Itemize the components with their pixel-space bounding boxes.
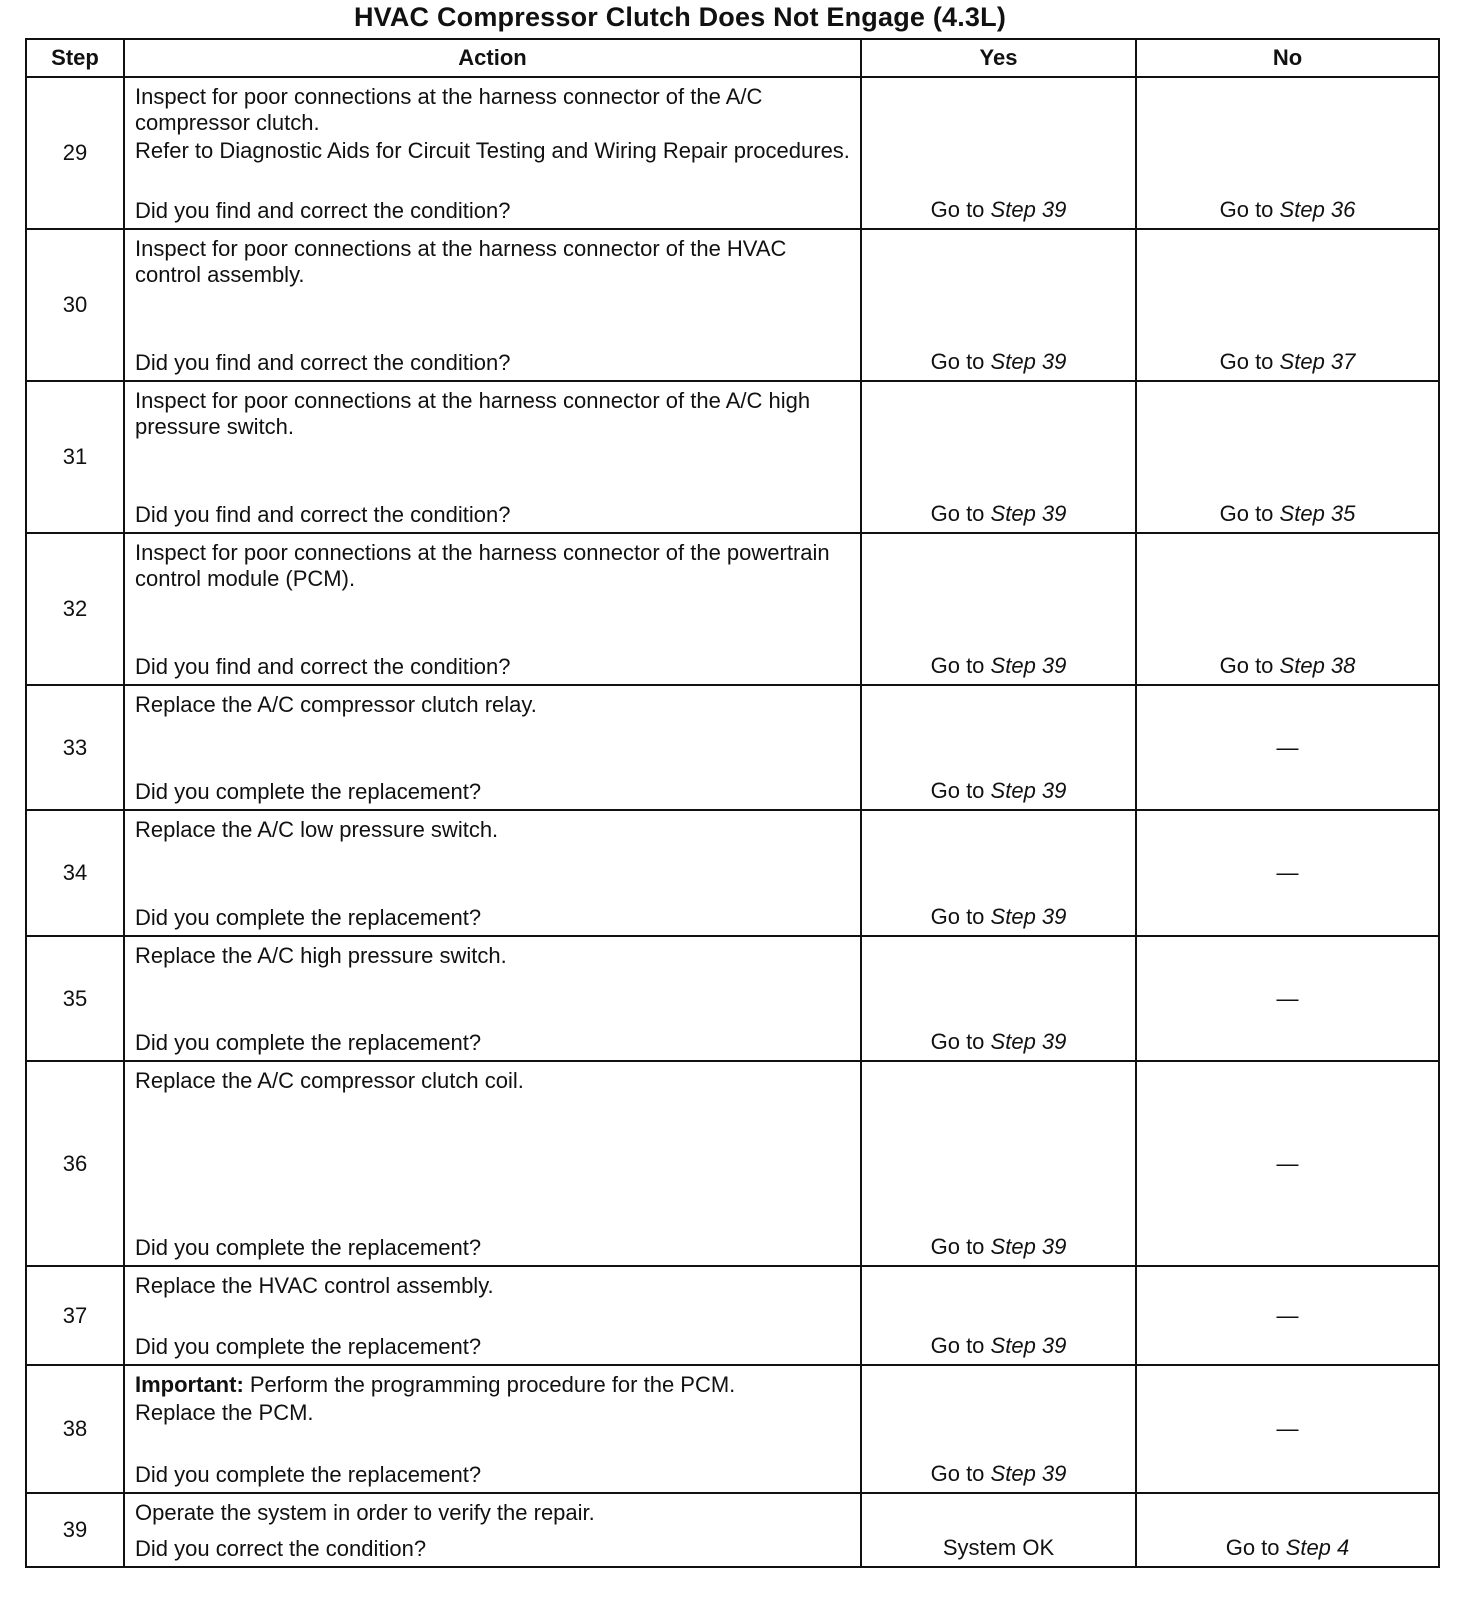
no-cell (1136, 229, 1439, 381)
step-number: 35 (26, 936, 124, 1061)
yes-goto (862, 904, 1135, 935)
yes-cell (861, 533, 1136, 685)
action-text (125, 382, 860, 440)
action-text (125, 230, 860, 288)
goto-prefix: Go to (1219, 501, 1274, 526)
goto-step-link: Step 39 (990, 1234, 1067, 1259)
goto-step-link: Step 38 (1279, 653, 1356, 678)
yes-cell (861, 1266, 1136, 1365)
action-content (125, 1267, 860, 1364)
action-cell (124, 810, 861, 936)
header-yes: Yes (861, 39, 1136, 77)
action-line: Replace the A/C high pressure switch. (135, 943, 507, 968)
no-goto (1137, 197, 1438, 228)
table-row (26, 810, 1439, 936)
table-row (26, 1365, 1439, 1493)
yes-goto (862, 349, 1135, 380)
goto-prefix: Go to (1219, 349, 1274, 374)
goto-step-link: Step 39 (990, 778, 1067, 803)
action-question: Did you complete the replacement? (135, 1235, 482, 1260)
action-line: Inspect for poor connections at the harness connector of the A/C high pressure switch. (135, 388, 811, 439)
action-question: Did you complete the replacement? (135, 905, 482, 930)
yes-cell (861, 77, 1136, 229)
action-line: Replace the A/C compressor clutch relay. (135, 692, 537, 717)
goto-prefix: Go to (930, 904, 985, 929)
header-row (26, 39, 1439, 77)
goto-step-link: Step 36 (1279, 197, 1356, 222)
action-line: Replace the A/C low pressure switch. (135, 817, 499, 842)
goto-step-link: Step 39 (990, 904, 1067, 929)
action-content (125, 230, 860, 380)
table-row (26, 77, 1439, 229)
header-no: No (1136, 39, 1439, 77)
no-cell (1136, 1061, 1439, 1266)
action-text (125, 534, 860, 592)
diagnostic-table (25, 38, 1440, 1568)
goto-step-link: Step 35 (1279, 501, 1356, 526)
action-question: Did you find and correct the condition? (135, 350, 511, 375)
action-question: Did you find and correct the condition? (135, 198, 511, 223)
action-content (125, 811, 860, 935)
action-text (125, 1494, 860, 1526)
goto-prefix: Go to (930, 197, 985, 222)
action-question: Did you correct the condition? (135, 1536, 427, 1561)
goto-prefix: Go to (930, 1234, 985, 1259)
goto-step-link: Step 39 (990, 653, 1067, 678)
action-line: Inspect for poor connections at the harness connector of the powertrain control module (PCM). (135, 540, 830, 591)
no-goto (1137, 349, 1438, 380)
no-result-dash: — (1276, 860, 1299, 885)
action-line: Inspect for poor connections at the harness connector of the HVAC control assembly. (135, 236, 787, 287)
table-row (26, 381, 1439, 533)
no-goto (1137, 653, 1438, 684)
yes-goto (862, 1029, 1135, 1060)
step-number: 36 (26, 1061, 124, 1266)
action-cell (124, 685, 861, 810)
table-row (26, 936, 1439, 1061)
yes-cell (861, 810, 1136, 936)
header-action: Action (124, 39, 861, 77)
action-line: Replace the A/C compressor clutch coil. (135, 1068, 524, 1093)
goto-step-link: Step 39 (990, 1029, 1067, 1054)
goto-prefix: Go to (1225, 1535, 1280, 1560)
goto-prefix: Go to (930, 1461, 985, 1486)
action-question: Did you find and correct the condition? (135, 502, 511, 527)
important-note (135, 1372, 852, 1398)
no-cell (1136, 1493, 1439, 1567)
goto-prefix: Go to (1219, 197, 1274, 222)
goto-prefix: Go to (930, 349, 985, 374)
table-row (26, 1266, 1439, 1365)
action-cell (124, 533, 861, 685)
action-cell (124, 1493, 861, 1567)
action-line: Inspect for poor connections at the harness connector of the A/C compressor clutch. (135, 84, 763, 135)
page-title: HVAC Compressor Clutch Does Not Engage (4.3L) (353, 2, 1007, 32)
no-goto (1137, 1535, 1438, 1566)
goto-step-link: Step 39 (990, 1461, 1067, 1486)
goto-step-link: Step 37 (1279, 349, 1356, 374)
goto-prefix: Go to (1219, 653, 1274, 678)
action-content (125, 1366, 860, 1492)
step-number: 30 (26, 229, 124, 381)
yes-cell (861, 1493, 1136, 1567)
action-text (125, 686, 860, 718)
yes-cell (861, 936, 1136, 1061)
action-cell (124, 381, 861, 533)
table-row (26, 1061, 1439, 1266)
action-question: Did you find and correct the condition? (135, 654, 511, 679)
goto-prefix: Go to (930, 653, 985, 678)
yes-goto (862, 653, 1135, 684)
yes-goto (862, 1333, 1135, 1364)
goto-step-link: Step 39 (990, 197, 1067, 222)
action-line: Replace the PCM. (135, 1400, 314, 1425)
action-text (125, 1062, 860, 1094)
yes-cell (861, 229, 1136, 381)
table-row (26, 533, 1439, 685)
action-cell (124, 1365, 861, 1493)
action-content (125, 937, 860, 1060)
action-cell (124, 1061, 861, 1266)
no-goto (1137, 501, 1438, 532)
no-cell (1136, 1365, 1439, 1493)
goto-step-link: Step 4 (1285, 1535, 1350, 1560)
action-question: Did you complete the replacement? (135, 1030, 482, 1055)
action-content (125, 534, 860, 684)
header-step: Step (26, 39, 124, 77)
step-number: 34 (26, 810, 124, 936)
step-number: 31 (26, 381, 124, 533)
action-content (125, 1062, 860, 1265)
action-question: Did you complete the replacement? (135, 1462, 482, 1487)
action-content (125, 1494, 860, 1566)
step-number: 33 (26, 685, 124, 810)
no-result-dash: — (1276, 985, 1299, 1011)
no-cell (1136, 1266, 1439, 1365)
step-number: 39 (26, 1493, 124, 1567)
goto-prefix: Go to (930, 778, 985, 803)
goto-prefix: Go to (930, 1333, 985, 1358)
action-line: Refer to Diagnostic Aids for Circuit Testing and Wiring Repair procedures. (135, 138, 850, 163)
important-label: Important: (135, 1372, 244, 1397)
action-text (125, 1267, 860, 1299)
action-cell (124, 229, 861, 381)
action-line: Replace the HVAC control assembly. (135, 1273, 494, 1298)
no-cell (1136, 810, 1439, 936)
yes-goto (862, 1234, 1135, 1265)
step-number: 29 (26, 77, 124, 229)
yes-result-text: System OK (942, 1535, 1055, 1560)
action-cell (124, 1266, 861, 1365)
goto-step-link: Step 39 (990, 501, 1067, 526)
action-text (125, 78, 860, 164)
yes-goto (862, 778, 1135, 809)
action-content (125, 686, 860, 809)
yes-cell (861, 1061, 1136, 1266)
action-content (125, 382, 860, 532)
table-row (26, 1493, 1439, 1567)
yes-cell (861, 685, 1136, 810)
yes-goto (862, 197, 1135, 228)
no-cell (1136, 381, 1439, 533)
yes-goto (862, 501, 1135, 532)
no-result-dash: — (1276, 1302, 1299, 1328)
important-text: Perform the programming procedure for the PCM. (243, 1372, 736, 1397)
yes-goto (862, 1461, 1135, 1492)
action-content (125, 78, 860, 228)
no-result-dash: — (1276, 1416, 1299, 1441)
action-question: Did you complete the replacement? (135, 779, 482, 804)
action-text (125, 811, 860, 843)
step-number: 32 (26, 533, 124, 685)
goto-step-link: Step 39 (990, 349, 1067, 374)
action-text (125, 937, 860, 969)
action-cell (124, 77, 861, 229)
action-line: Operate the system in order to verify the repair. (135, 1500, 595, 1525)
action-text (125, 1366, 860, 1426)
table-row (26, 685, 1439, 810)
action-question: Did you complete the replacement? (135, 1334, 482, 1359)
no-cell (1136, 77, 1439, 229)
table-row (26, 229, 1439, 381)
goto-prefix: Go to (930, 501, 985, 526)
step-number: 37 (26, 1266, 124, 1365)
goto-step-link: Step 39 (990, 1333, 1067, 1358)
step-number: 38 (26, 1365, 124, 1493)
yes-cell (861, 381, 1136, 533)
no-result-dash: — (1276, 1150, 1299, 1176)
no-cell (1136, 936, 1439, 1061)
action-cell (124, 936, 861, 1061)
goto-prefix: Go to (930, 1029, 985, 1054)
yes-cell (861, 1365, 1136, 1493)
no-cell (1136, 685, 1439, 810)
no-cell (1136, 533, 1439, 685)
no-result-dash: — (1276, 734, 1299, 760)
